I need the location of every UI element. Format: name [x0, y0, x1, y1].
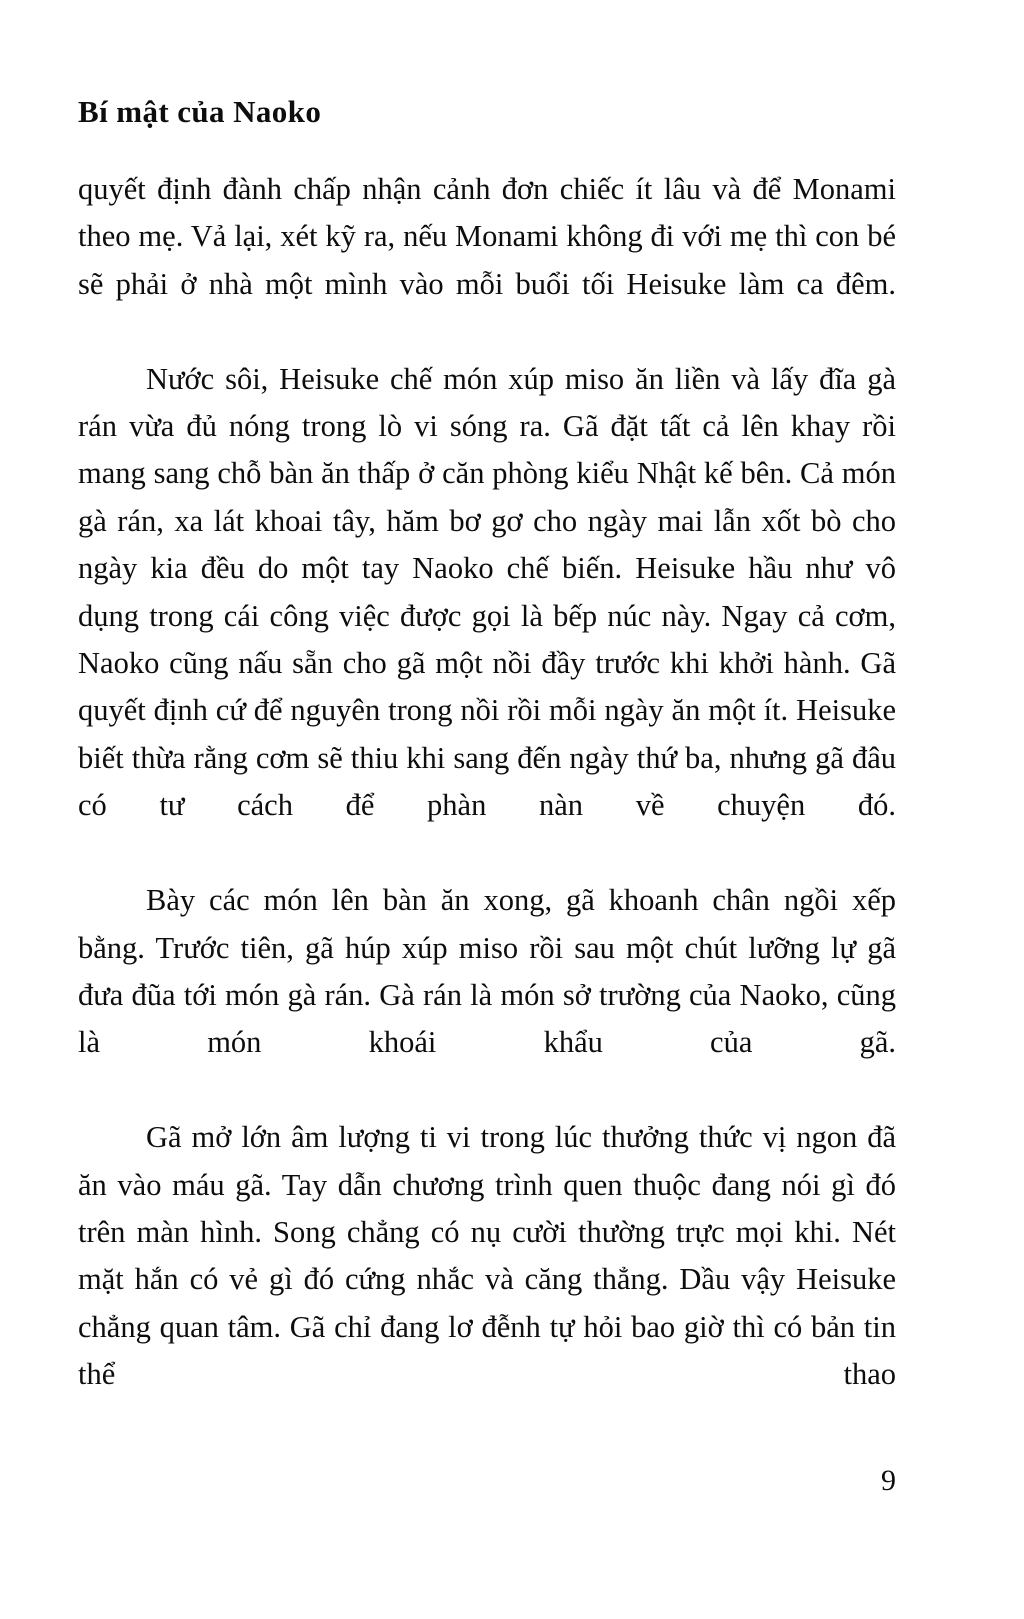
paragraph: Bày các món lên bàn ăn xong, gã khoanh chân ngồi xếp bằng. Trước tiên, gã húp xúp miso rồi sau một chút lưỡng lự gã đưa đũa tới món gà rán. Gà rán là món sở trường của Naoko, cũng là món khoái khẩu của gã. — [78, 883, 896, 1060]
paragraph: Gã mở lớn âm lượng ti vi trong lúc thưởng thức vị ngon đã ăn vào máu gã. Tay dẫn chương trình quen thuộc đang nói gì đó trên màn hình. Song chẳng có nụ cười thường trực mọi khi. Nét mặt hắn có vẻ gì đó cứng nhắc và căng thẳng. Dầu vậy Heisuke chẳng quan tâm. Gã chỉ đang lơ đễnh tự hỏi bao giờ thì có bản tin thể thao — [78, 1120, 896, 1392]
paragraph: quyết định đành chấp nhận cảnh đơn chiếc ít lâu và để Monami theo mẹ. Vả lại, xét kỹ ra, nếu Monami không đi với mẹ thì con bé sẽ phải ở nhà một mình vào mỗi buổi tối Heisuke làm ca đêm. — [78, 172, 896, 301]
paragraph: Nước sôi, Heisuke chế món xúp miso ăn liền và lấy đĩa gà rán vừa đủ nóng trong lò vi sóng ra. Gã đặt tất cả lên khay rồi mang sang chỗ bàn ăn thấp ở căn phòng kiểu Nhật kế bên. Cả món gà rán, xa lát khoai tây, hăm bơ gơ cho ngày mai lẫn xốt bò cho ngày kia đều do một tay Naoko chế biến. Heisuke hầu như vô dụng trong cái công việc được gọi là bếp núc này. Ngay cả cơm, Naoko cũng nấu sẵn cho gã một nồi đầy trước khi khởi hành. Gã quyết định cứ để nguyên trong nồi rồi mỗi ngày ăn một ít. Heisuke biết thừa rằng cơm sẽ thiu khi sang đến ngày thứ ba, nhưng gã đâu có tư cách để phàn nàn về chuyện đó. — [78, 361, 896, 823]
page-number: 9 — [881, 1464, 896, 1497]
running-head: Bí mật của Naoko — [78, 94, 322, 129]
body-text — [78, 166, 896, 1446]
